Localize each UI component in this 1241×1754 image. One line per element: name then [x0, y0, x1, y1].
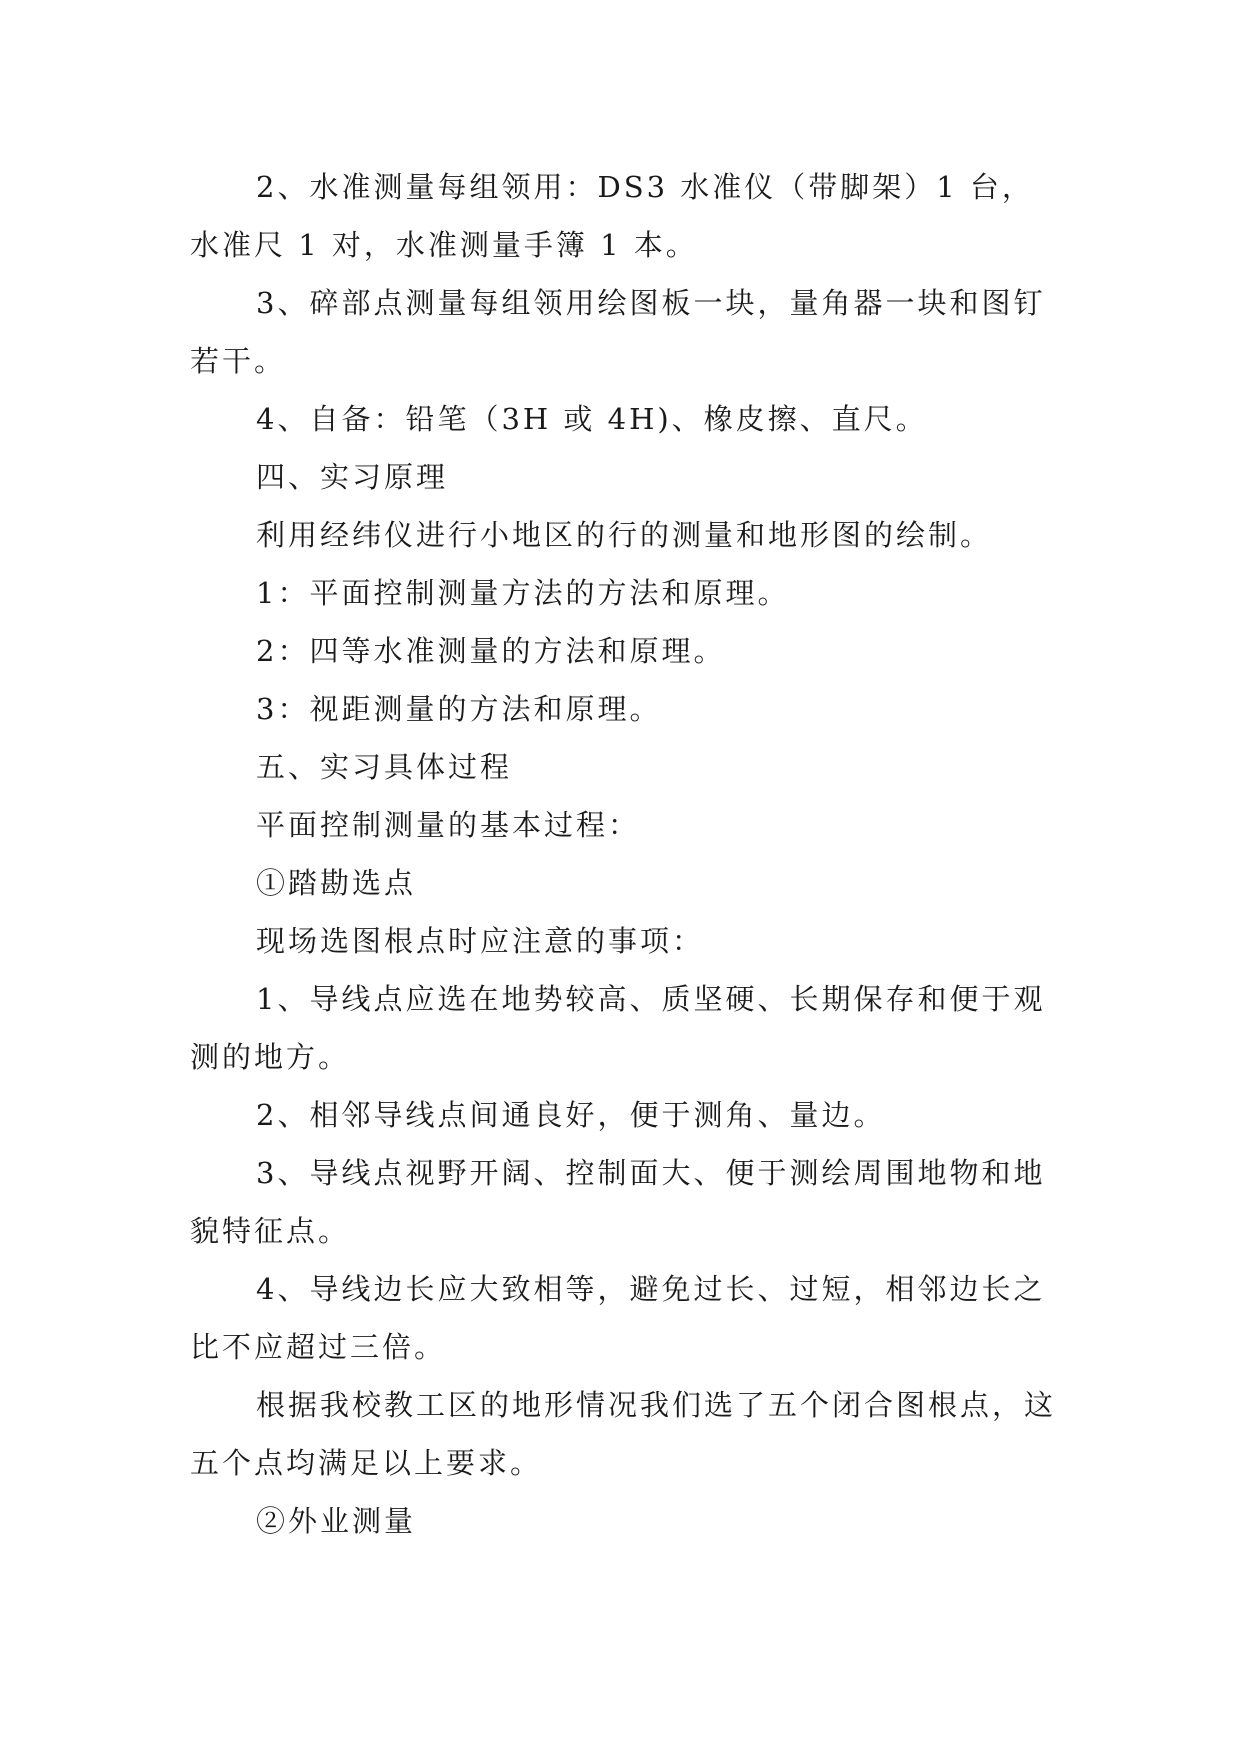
paragraph-principle-1: 1：平面控制测量方法的方法和原理。 [256, 576, 790, 610]
paragraph-note-2: 2、相邻导线点间通良好，便于测角、量边。 [256, 1098, 886, 1132]
subheading-field-measurement: ②外业测量 [256, 1504, 417, 1538]
paragraph-self-prepared: 4、自备：铅笔（3H 或 4H)、橡皮擦、直尺。 [256, 402, 928, 436]
section-heading-process: 五、实习具体过程 [256, 750, 513, 784]
paragraph-note-4: 4、导线边长应大致相等，避免过长、过短，相邻边长之比不应超过三倍。 [190, 1272, 1046, 1364]
paragraph-detail-equipment: 3、碎部点测量每组领用绘图板一块，量角器一块和图钉若干。 [190, 286, 1046, 378]
paragraph-level-equipment: 2、水准测量每组领用：DS3 水准仪（带脚架）1 台，水准尺 1 对，水准测量手簿 1 本。 [190, 170, 1034, 262]
paragraph-note-3: 3、导线点视野开阔、控制面大、便于测绘周围地物和地貌特征点。 [190, 1156, 1046, 1248]
paragraph-principle-3: 3：视距测量的方法和原理。 [256, 692, 662, 726]
section-heading-principle: 四、实习原理 [256, 460, 449, 494]
document-body [190, 158, 1060, 1550]
paragraph-selection-result: 根据我校教工区的地形情况我们选了五个闭合图根点，这五个点均满足以上要求。 [190, 1388, 1057, 1480]
paragraph-process-intro: 平面控制测量的基本过程： [256, 808, 641, 842]
paragraph-principle-intro: 利用经纬仪进行小地区的行的测量和地形图的绘制。 [256, 518, 993, 552]
paragraph-note-1: 1、导线点应选在地势较高、质坚硬、长期保存和便于观测的地方。 [190, 982, 1046, 1074]
subheading-site-selection: ①踏勘选点 [256, 866, 417, 900]
paragraph-selection-notes: 现场选图根点时应注意的事项： [256, 924, 705, 958]
paragraph-principle-2: 2：四等水准测量的方法和原理。 [256, 634, 726, 668]
